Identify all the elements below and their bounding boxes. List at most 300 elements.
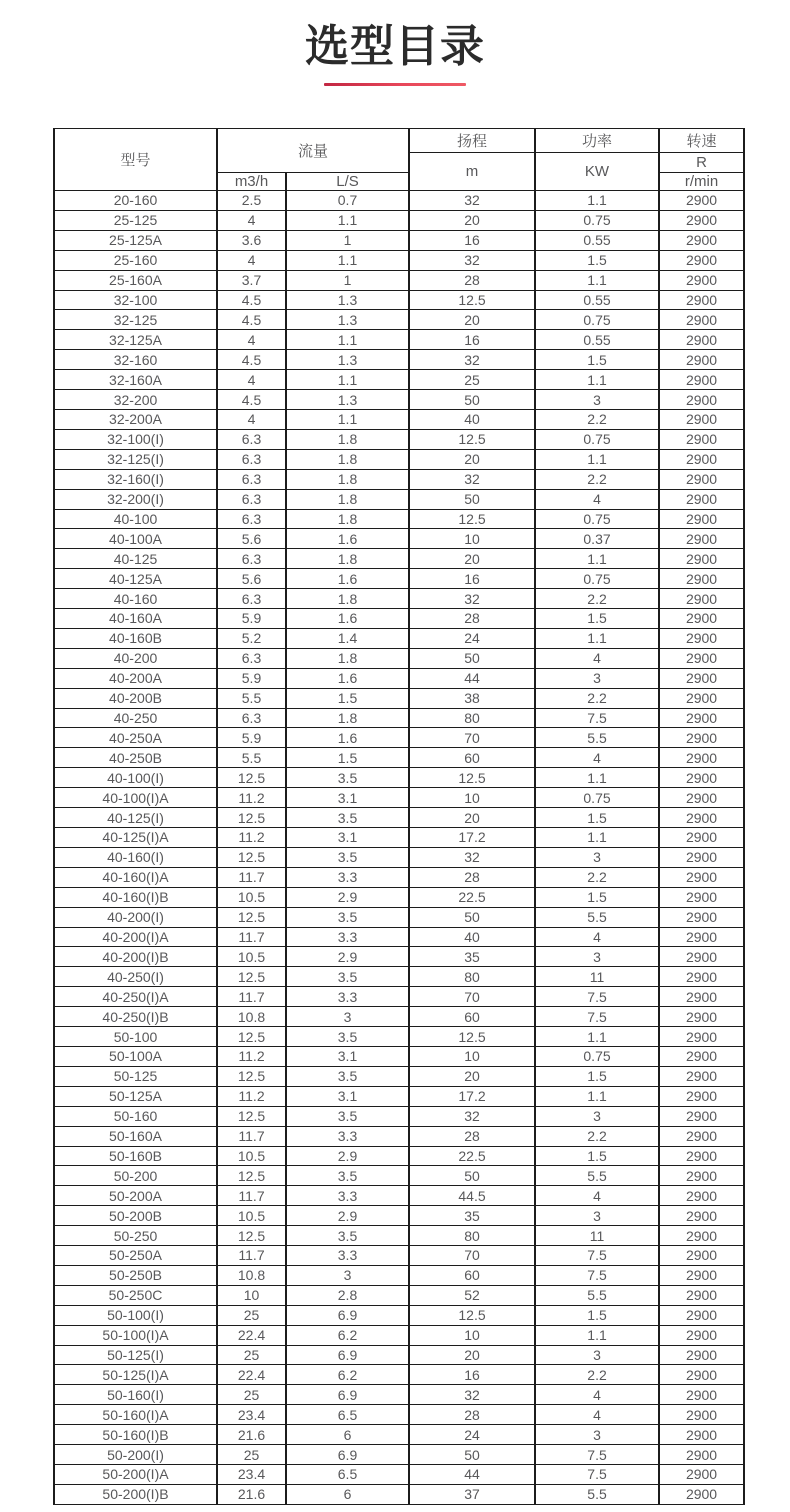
table-row	[54, 927, 744, 947]
cell-flow-ls: 6.9	[286, 1445, 409, 1465]
column-header-speed-unit: r/min	[659, 173, 744, 191]
table-row	[54, 1007, 744, 1027]
cell-flow-m3h: 4.5	[217, 390, 286, 410]
cell-flow-ls: 6.5	[286, 1405, 409, 1425]
cell-head-m: 50	[409, 907, 535, 927]
cell-flow-ls: 1.8	[286, 708, 409, 728]
cell-power-kw: 5.5	[535, 1166, 659, 1186]
cell-power-kw: 0.75	[535, 569, 659, 589]
cell-head-m: 40	[409, 409, 535, 429]
title-divider	[324, 83, 466, 86]
cell-head-m: 10	[409, 529, 535, 549]
cell-flow-ls: 2.9	[286, 1206, 409, 1226]
cell-flow-m3h: 12.5	[217, 768, 286, 788]
cell-flow-m3h: 12.5	[217, 1106, 286, 1126]
cell-power-kw: 4	[535, 1385, 659, 1405]
cell-model: 20-160	[54, 191, 217, 211]
table-row	[54, 1365, 744, 1385]
cell-head-m: 10	[409, 1046, 535, 1066]
table-row	[54, 748, 744, 768]
cell-flow-ls: 1.8	[286, 429, 409, 449]
cell-flow-m3h: 25	[217, 1305, 286, 1325]
cell-flow-ls: 1.4	[286, 628, 409, 648]
cell-flow-m3h: 11.7	[217, 927, 286, 947]
table-row	[54, 708, 744, 728]
cell-speed-rmin: 2900	[659, 390, 744, 410]
cell-model: 50-250A	[54, 1246, 217, 1266]
cell-power-kw: 0.75	[535, 1046, 659, 1066]
cell-head-m: 12.5	[409, 1305, 535, 1325]
cell-speed-rmin: 2900	[659, 569, 744, 589]
cell-flow-ls: 1.6	[286, 609, 409, 629]
cell-speed-rmin: 2900	[659, 1206, 744, 1226]
cell-head-m: 22.5	[409, 1146, 535, 1166]
cell-power-kw: 5.5	[535, 728, 659, 748]
cell-flow-m3h: 21.6	[217, 1484, 286, 1504]
cell-model: 32-200A	[54, 409, 217, 429]
cell-model: 25-125A	[54, 230, 217, 250]
cell-speed-rmin: 2900	[659, 429, 744, 449]
column-header-speed: 转速	[659, 129, 744, 153]
cell-model: 50-100(I)	[54, 1305, 217, 1325]
table-row	[54, 768, 744, 788]
cell-speed-rmin: 2900	[659, 549, 744, 569]
cell-head-m: 10	[409, 1325, 535, 1345]
cell-model: 50-100	[54, 1027, 217, 1047]
cell-flow-m3h: 10.5	[217, 1206, 286, 1226]
cell-head-m: 16	[409, 230, 535, 250]
cell-speed-rmin: 2900	[659, 828, 744, 848]
table-row	[54, 1146, 744, 1166]
cell-speed-rmin: 2900	[659, 449, 744, 469]
cell-power-kw: 11	[535, 967, 659, 987]
cell-head-m: 16	[409, 1365, 535, 1385]
cell-speed-rmin: 2900	[659, 1425, 744, 1445]
cell-head-m: 25	[409, 370, 535, 390]
cell-speed-rmin: 2900	[659, 1086, 744, 1106]
cell-power-kw: 1.5	[535, 1305, 659, 1325]
cell-power-kw: 1.5	[535, 350, 659, 370]
cell-speed-rmin: 2900	[659, 509, 744, 529]
cell-flow-m3h: 5.2	[217, 628, 286, 648]
cell-head-m: 12.5	[409, 290, 535, 310]
cell-flow-m3h: 10.8	[217, 1007, 286, 1027]
cell-power-kw: 1.1	[535, 828, 659, 848]
table-row	[54, 191, 744, 211]
cell-model: 40-250(I)	[54, 967, 217, 987]
cell-flow-m3h: 4	[217, 409, 286, 429]
cell-flow-ls: 1.8	[286, 589, 409, 609]
cell-speed-rmin: 2900	[659, 1325, 744, 1345]
cell-head-m: 32	[409, 469, 535, 489]
cell-head-m: 12.5	[409, 429, 535, 449]
cell-model: 40-200A	[54, 668, 217, 688]
cell-head-m: 12.5	[409, 1027, 535, 1047]
cell-flow-ls: 3.3	[286, 1126, 409, 1146]
cell-flow-m3h: 12.5	[217, 967, 286, 987]
cell-speed-rmin: 2900	[659, 748, 744, 768]
cell-power-kw: 1.5	[535, 609, 659, 629]
cell-power-kw: 1.5	[535, 1066, 659, 1086]
cell-flow-m3h: 12.5	[217, 1027, 286, 1047]
cell-flow-ls: 1.8	[286, 549, 409, 569]
cell-speed-rmin: 2900	[659, 1027, 744, 1047]
cell-head-m: 32	[409, 1385, 535, 1405]
cell-power-kw: 5.5	[535, 1285, 659, 1305]
cell-head-m: 28	[409, 1126, 535, 1146]
cell-head-m: 50	[409, 390, 535, 410]
cell-power-kw: 2.2	[535, 688, 659, 708]
cell-flow-m3h: 10.5	[217, 887, 286, 907]
cell-flow-ls: 1	[286, 270, 409, 290]
cell-power-kw: 0.75	[535, 429, 659, 449]
cell-model: 25-160	[54, 250, 217, 270]
cell-power-kw: 0.55	[535, 290, 659, 310]
table-row	[54, 449, 744, 469]
table-row	[54, 788, 744, 808]
cell-head-m: 35	[409, 1206, 535, 1226]
cell-flow-ls: 2.9	[286, 1146, 409, 1166]
table-row	[54, 1106, 744, 1126]
cell-flow-ls: 1.1	[286, 210, 409, 230]
cell-speed-rmin: 2900	[659, 1046, 744, 1066]
table-row	[54, 668, 744, 688]
cell-flow-m3h: 5.9	[217, 668, 286, 688]
table-row	[54, 1246, 744, 1266]
table-row	[54, 907, 744, 927]
cell-power-kw: 4	[535, 1405, 659, 1425]
cell-model: 40-100	[54, 509, 217, 529]
cell-flow-ls: 2.8	[286, 1285, 409, 1305]
cell-flow-ls: 3.5	[286, 967, 409, 987]
cell-flow-ls: 1.5	[286, 748, 409, 768]
cell-flow-ls: 3.3	[286, 1246, 409, 1266]
cell-power-kw: 1.1	[535, 270, 659, 290]
cell-flow-ls: 3.5	[286, 1226, 409, 1246]
cell-head-m: 17.2	[409, 1086, 535, 1106]
cell-flow-m3h: 6.3	[217, 509, 286, 529]
cell-head-m: 37	[409, 1484, 535, 1504]
cell-flow-ls: 3.5	[286, 1066, 409, 1086]
cell-flow-ls: 1.5	[286, 688, 409, 708]
cell-model: 40-160(I)B	[54, 887, 217, 907]
cell-head-m: 28	[409, 1405, 535, 1425]
cell-flow-ls: 6.9	[286, 1345, 409, 1365]
cell-power-kw: 7.5	[535, 708, 659, 728]
cell-flow-ls: 1.6	[286, 668, 409, 688]
cell-model: 40-100A	[54, 529, 217, 549]
cell-speed-rmin: 2900	[659, 688, 744, 708]
cell-model: 50-200	[54, 1166, 217, 1186]
cell-head-m: 38	[409, 688, 535, 708]
cell-power-kw: 7.5	[535, 1265, 659, 1285]
cell-head-m: 32	[409, 191, 535, 211]
cell-speed-rmin: 2900	[659, 927, 744, 947]
cell-power-kw: 4	[535, 1186, 659, 1206]
cell-model: 25-160A	[54, 270, 217, 290]
cell-speed-rmin: 2900	[659, 469, 744, 489]
cell-flow-ls: 3.3	[286, 1186, 409, 1206]
cell-speed-rmin: 2900	[659, 370, 744, 390]
cell-flow-m3h: 12.5	[217, 847, 286, 867]
cell-model: 25-125	[54, 210, 217, 230]
cell-head-m: 52	[409, 1285, 535, 1305]
cell-speed-rmin: 2900	[659, 1365, 744, 1385]
cell-power-kw: 7.5	[535, 1465, 659, 1485]
cell-flow-ls: 3.5	[286, 907, 409, 927]
table-row	[54, 648, 744, 668]
column-header-power-unit: KW	[535, 153, 659, 191]
cell-power-kw: 4	[535, 927, 659, 947]
cell-flow-m3h: 6.3	[217, 449, 286, 469]
table-row	[54, 1425, 744, 1445]
cell-flow-m3h: 6.3	[217, 648, 286, 668]
table-row	[54, 549, 744, 569]
cell-head-m: 12.5	[409, 768, 535, 788]
cell-power-kw: 3	[535, 1425, 659, 1445]
table-row	[54, 1405, 744, 1425]
cell-model: 40-250(I)B	[54, 1007, 217, 1027]
table-row	[54, 210, 744, 230]
cell-power-kw: 5.5	[535, 907, 659, 927]
cell-model: 40-200(I)	[54, 907, 217, 927]
cell-flow-m3h: 6.3	[217, 589, 286, 609]
cell-model: 40-250B	[54, 748, 217, 768]
cell-flow-ls: 1.8	[286, 489, 409, 509]
cell-flow-ls: 2.9	[286, 887, 409, 907]
cell-flow-m3h: 5.6	[217, 529, 286, 549]
cell-flow-ls: 1.6	[286, 529, 409, 549]
cell-speed-rmin: 2900	[659, 628, 744, 648]
table-row	[54, 987, 744, 1007]
cell-flow-ls: 1.1	[286, 370, 409, 390]
table-row	[54, 230, 744, 250]
cell-flow-ls: 1.1	[286, 409, 409, 429]
cell-flow-ls: 3.1	[286, 828, 409, 848]
table-row	[54, 867, 744, 887]
cell-flow-m3h: 3.7	[217, 270, 286, 290]
cell-model: 40-160A	[54, 609, 217, 629]
cell-flow-ls: 6.9	[286, 1305, 409, 1325]
cell-flow-m3h: 10.5	[217, 947, 286, 967]
cell-model: 40-200(I)B	[54, 947, 217, 967]
cell-flow-m3h: 4	[217, 370, 286, 390]
cell-flow-m3h: 23.4	[217, 1465, 286, 1485]
cell-speed-rmin: 2900	[659, 887, 744, 907]
cell-model: 40-160	[54, 589, 217, 609]
cell-flow-ls: 1.3	[286, 310, 409, 330]
cell-head-m: 60	[409, 748, 535, 768]
cell-model: 40-200(I)A	[54, 927, 217, 947]
cell-model: 40-250	[54, 708, 217, 728]
cell-head-m: 50	[409, 1445, 535, 1465]
cell-speed-rmin: 2900	[659, 489, 744, 509]
cell-model: 40-100(I)A	[54, 788, 217, 808]
cell-speed-rmin: 2900	[659, 1126, 744, 1146]
cell-flow-m3h: 25	[217, 1445, 286, 1465]
cell-model: 40-125A	[54, 569, 217, 589]
cell-model: 32-200(I)	[54, 489, 217, 509]
cell-head-m: 16	[409, 569, 535, 589]
table-row	[54, 1027, 744, 1047]
cell-speed-rmin: 2900	[659, 1405, 744, 1425]
column-header-power: 功率	[535, 129, 659, 153]
table-row	[54, 1345, 744, 1365]
column-header-speed-r: R	[659, 153, 744, 173]
cell-head-m: 32	[409, 1106, 535, 1126]
cell-flow-ls: 1	[286, 230, 409, 250]
cell-speed-rmin: 2900	[659, 310, 744, 330]
column-header-flow-m3h: m3/h	[217, 173, 286, 191]
table-row	[54, 1285, 744, 1305]
cell-power-kw: 3	[535, 668, 659, 688]
cell-model: 50-125(I)A	[54, 1365, 217, 1385]
cell-flow-m3h: 6.3	[217, 549, 286, 569]
table-row	[54, 589, 744, 609]
cell-flow-ls: 3.5	[286, 1106, 409, 1126]
cell-flow-m3h: 12.5	[217, 1066, 286, 1086]
cell-power-kw: 0.75	[535, 210, 659, 230]
cell-flow-m3h: 11.7	[217, 1246, 286, 1266]
cell-speed-rmin: 2900	[659, 648, 744, 668]
table-row	[54, 1465, 744, 1485]
cell-speed-rmin: 2900	[659, 230, 744, 250]
cell-head-m: 12.5	[409, 509, 535, 529]
cell-flow-m3h: 12.5	[217, 1166, 286, 1186]
cell-power-kw: 0.55	[535, 330, 659, 350]
cell-model: 50-160(I)B	[54, 1425, 217, 1445]
cell-power-kw: 0.75	[535, 788, 659, 808]
cell-power-kw: 3	[535, 1206, 659, 1226]
cell-power-kw: 3	[535, 1106, 659, 1126]
cell-model: 32-200	[54, 390, 217, 410]
cell-speed-rmin: 2900	[659, 1484, 744, 1504]
cell-flow-m3h: 11.2	[217, 828, 286, 848]
table-row	[54, 1226, 744, 1246]
table-row	[54, 270, 744, 290]
table-row	[54, 947, 744, 967]
column-header-head-unit: m	[409, 153, 535, 191]
table-row	[54, 489, 744, 509]
cell-flow-m3h: 25	[217, 1385, 286, 1405]
cell-flow-m3h: 12.5	[217, 1226, 286, 1246]
cell-speed-rmin: 2900	[659, 847, 744, 867]
table-header	[54, 129, 744, 191]
cell-head-m: 60	[409, 1265, 535, 1285]
cell-head-m: 20	[409, 549, 535, 569]
cell-flow-m3h: 5.9	[217, 609, 286, 629]
cell-power-kw: 1.1	[535, 1086, 659, 1106]
cell-power-kw: 2.2	[535, 867, 659, 887]
column-header-flow-ls: L/S	[286, 173, 409, 191]
cell-power-kw: 11	[535, 1226, 659, 1246]
cell-head-m: 50	[409, 489, 535, 509]
table-row	[54, 1066, 744, 1086]
cell-model: 40-200B	[54, 688, 217, 708]
cell-model: 50-200(I)A	[54, 1465, 217, 1485]
cell-head-m: 35	[409, 947, 535, 967]
cell-flow-m3h: 12.5	[217, 907, 286, 927]
cell-head-m: 28	[409, 867, 535, 887]
table-row	[54, 1445, 744, 1465]
cell-model: 32-125	[54, 310, 217, 330]
cell-flow-m3h: 6.3	[217, 489, 286, 509]
cell-speed-rmin: 2900	[659, 250, 744, 270]
cell-flow-m3h: 4.5	[217, 310, 286, 330]
cell-flow-ls: 6.2	[286, 1365, 409, 1385]
cell-power-kw: 5.5	[535, 1484, 659, 1504]
table-row	[54, 310, 744, 330]
cell-power-kw: 3	[535, 390, 659, 410]
table-row	[54, 370, 744, 390]
column-header-flow: 流量	[217, 129, 409, 173]
cell-speed-rmin: 2900	[659, 409, 744, 429]
cell-model: 50-160	[54, 1106, 217, 1126]
cell-flow-m3h: 11.7	[217, 987, 286, 1007]
cell-power-kw: 4	[535, 748, 659, 768]
cell-speed-rmin: 2900	[659, 1345, 744, 1365]
cell-head-m: 50	[409, 1166, 535, 1186]
cell-speed-rmin: 2900	[659, 907, 744, 927]
cell-head-m: 80	[409, 967, 535, 987]
cell-speed-rmin: 2900	[659, 1445, 744, 1465]
cell-flow-m3h: 11.2	[217, 1046, 286, 1066]
cell-flow-ls: 6	[286, 1484, 409, 1504]
cell-model: 40-125	[54, 549, 217, 569]
cell-head-m: 40	[409, 927, 535, 947]
cell-flow-m3h: 4.5	[217, 350, 286, 370]
cell-power-kw: 7.5	[535, 1246, 659, 1266]
cell-head-m: 22.5	[409, 887, 535, 907]
table-row	[54, 250, 744, 270]
cell-flow-m3h: 10.8	[217, 1265, 286, 1285]
cell-flow-ls: 1.8	[286, 509, 409, 529]
cell-model: 50-125(I)	[54, 1345, 217, 1365]
cell-power-kw: 1.1	[535, 191, 659, 211]
table-row	[54, 828, 744, 848]
cell-flow-m3h: 11.2	[217, 788, 286, 808]
cell-power-kw: 3	[535, 1345, 659, 1365]
cell-head-m: 20	[409, 210, 535, 230]
cell-model: 50-160A	[54, 1126, 217, 1146]
cell-flow-m3h: 4	[217, 210, 286, 230]
table-row	[54, 409, 744, 429]
table-row	[54, 628, 744, 648]
cell-speed-rmin: 2900	[659, 1285, 744, 1305]
table-row	[54, 1265, 744, 1285]
cell-flow-ls: 3.1	[286, 1046, 409, 1066]
cell-flow-ls: 3.5	[286, 847, 409, 867]
cell-power-kw: 3	[535, 947, 659, 967]
cell-model: 50-125A	[54, 1086, 217, 1106]
cell-model: 40-125(I)A	[54, 828, 217, 848]
cell-flow-m3h: 11.7	[217, 1126, 286, 1146]
cell-head-m: 70	[409, 1246, 535, 1266]
cell-speed-rmin: 2900	[659, 768, 744, 788]
cell-model: 50-160(I)A	[54, 1405, 217, 1425]
cell-speed-rmin: 2900	[659, 1226, 744, 1246]
cell-flow-m3h: 22.4	[217, 1325, 286, 1345]
cell-head-m: 24	[409, 1425, 535, 1445]
cell-head-m: 20	[409, 1066, 535, 1086]
cell-model: 40-250A	[54, 728, 217, 748]
table-row	[54, 1086, 744, 1106]
cell-head-m: 60	[409, 1007, 535, 1027]
table-row	[54, 688, 744, 708]
cell-flow-m3h: 23.4	[217, 1405, 286, 1425]
cell-model: 50-200B	[54, 1206, 217, 1226]
cell-flow-ls: 6.2	[286, 1325, 409, 1345]
